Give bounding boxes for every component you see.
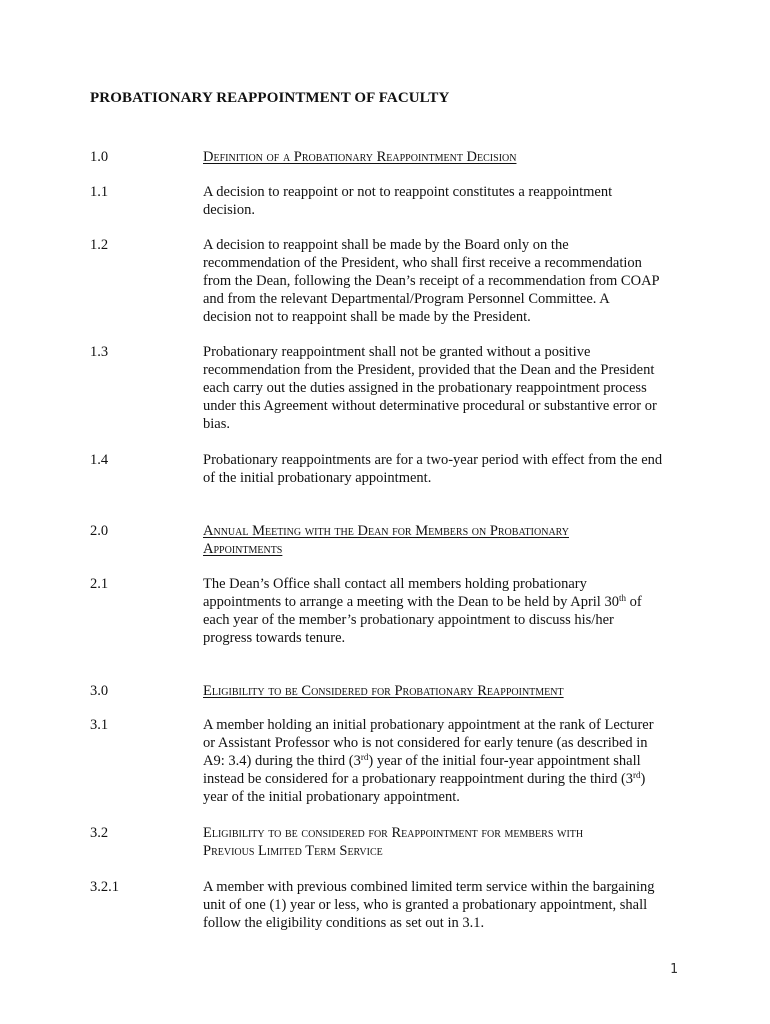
section-heading: Eligibility to be Considered for Probationary Reappointment — [203, 683, 564, 699]
paragraph-line — [203, 770, 693, 788]
line-text: ) — [640, 771, 646, 787]
paragraph-line — [203, 593, 693, 611]
line-text: appointments to arrange a meeting with the Dean to be held by April 30 — [203, 594, 619, 610]
paragraph-line: A member holding an initial probationary appointment at the rank of Lecturer — [203, 717, 654, 733]
paragraph-line — [203, 752, 693, 770]
paragraph-line: each carry out the duties assigned in the probationary reappointment process — [203, 380, 647, 396]
section-number: 1.3 — [90, 344, 109, 360]
section-number: 3.1 — [90, 717, 109, 733]
paragraph-line: A decision to reappoint or not to reappoint constitutes a reappointment — [203, 184, 613, 200]
line-text: A9: 3.4) during the third (3 — [203, 753, 361, 769]
section-paragraph — [203, 575, 693, 647]
paragraph-line: and from the relevant Departmental/Program Personnel Committee. A — [203, 291, 610, 307]
section-number: 1.2 — [90, 237, 109, 253]
ordinal-suffix: rd — [633, 770, 641, 780]
ordinal-suffix: th — [618, 593, 626, 603]
section-number: 3.2.1 — [90, 879, 119, 895]
paragraph-line: follow the eligibility conditions as set out in 3.1. — [203, 915, 485, 931]
line-text: of — [625, 594, 642, 610]
paragraph-line: from the Dean, following the Dean’s receipt of a recommendation from COAP — [203, 273, 660, 289]
paragraph-line: or Assistant Professor who is not considered for early tenure (as described in — [203, 735, 648, 751]
section-number: 1.1 — [90, 184, 109, 200]
heading-line: Appointments — [203, 541, 283, 557]
paragraph-line: recommendation from the President, provided that the Dean and the President — [203, 362, 655, 378]
paragraph-line: year of the initial probationary appointment. — [203, 789, 460, 805]
ordinal-suffix: rd — [360, 752, 369, 762]
paragraph-line: unit of one (1) year or less, who is granted a probationary appointment, shall — [203, 897, 648, 913]
line-text: ) year of the initial four-year appointment shall — [368, 753, 641, 769]
section-number: 1.4 — [90, 452, 109, 468]
paragraph-line: A member with previous combined limited term service within the bargaining — [203, 879, 655, 895]
section-number: 2.0 — [90, 523, 109, 539]
paragraph-line: each year of the member’s probationary appointment to discuss his/her — [203, 612, 614, 628]
section-paragraph — [203, 183, 693, 219]
section-paragraph — [203, 343, 693, 433]
section-heading — [203, 522, 673, 558]
section-number: 3.0 — [90, 683, 109, 699]
paragraph-line: The Dean’s Office shall contact all members holding probationary — [203, 576, 587, 592]
section-heading: Definition of a Probationary Reappointment Decision — [203, 149, 517, 165]
section-paragraph — [203, 716, 693, 806]
paragraph-line: of the initial probationary appointment. — [203, 470, 432, 486]
paragraph-line: Probationary reappointment shall not be granted without a positive — [203, 344, 591, 360]
section-number: 3.2 — [90, 825, 109, 841]
section-heading — [203, 824, 673, 860]
paragraph-line: bias. — [203, 416, 230, 432]
heading-line: Previous Limited Term Service — [203, 843, 383, 859]
section-paragraph — [203, 878, 693, 932]
section-number: 1.0 — [90, 149, 109, 165]
paragraph-line: decision not to reappoint shall be made by the President. — [203, 309, 531, 325]
page-number: 1 — [670, 962, 678, 977]
paragraph-line: recommendation of the President, who shall first receive a recommendation — [203, 255, 642, 271]
heading-line: Eligibility to be considered for Reappointment for members with — [203, 825, 584, 841]
document-title: PROBATIONARY REAPPOINTMENT OF FACULTY — [90, 90, 450, 106]
section-number: 2.1 — [90, 576, 109, 592]
paragraph-line: Probationary reappointments are for a two-year period with effect from the end — [203, 452, 663, 468]
paragraph-line: decision. — [203, 202, 255, 218]
line-text: instead be considered for a probationary reappointment during the third (3 — [203, 771, 634, 787]
heading-line: Annual Meeting with the Dean for Members on Probationary — [203, 523, 569, 539]
section-paragraph — [203, 236, 693, 326]
section-paragraph — [203, 451, 693, 487]
paragraph-line: A decision to reappoint shall be made by the Board only on the — [203, 237, 569, 253]
paragraph-line: under this Agreement without determinative procedural or substantive error or — [203, 398, 657, 414]
paragraph-line: progress towards tenure. — [203, 630, 346, 646]
